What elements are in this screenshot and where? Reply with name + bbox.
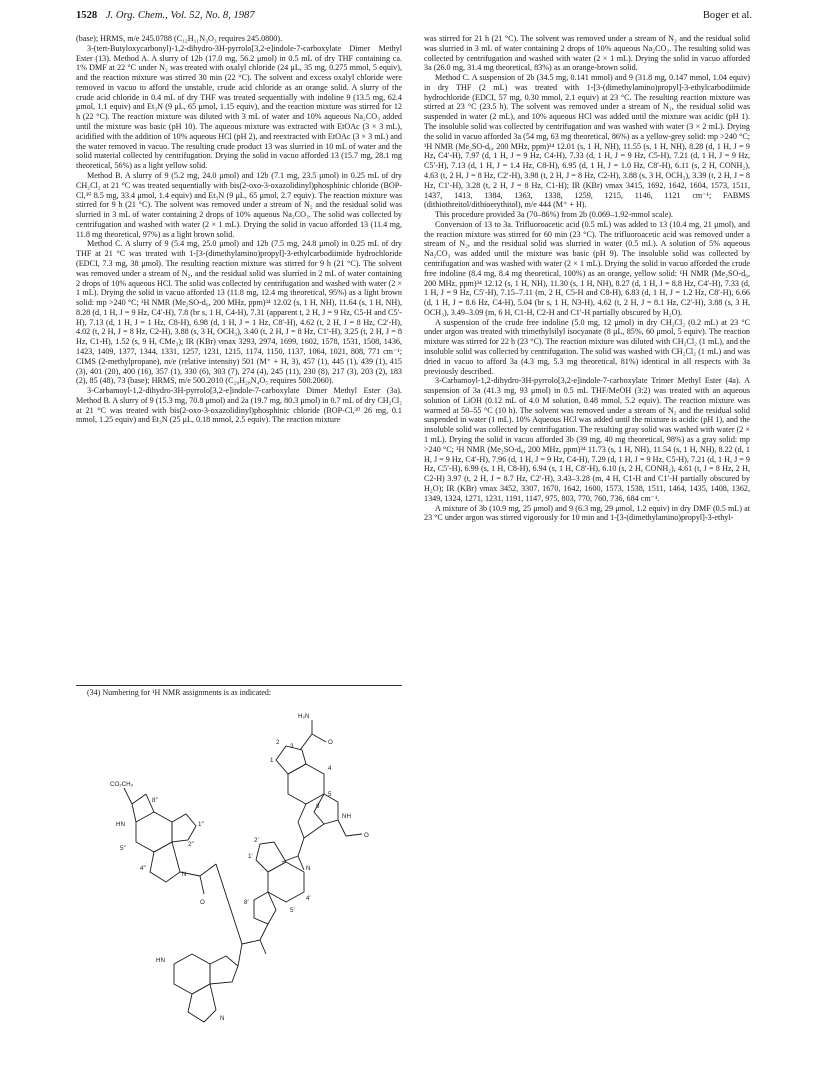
label-h2n: H₂N [298, 713, 310, 720]
label-num: 3 [290, 743, 294, 750]
paragraph: This procedure provided 3a (70–86%) from 2b (0.069–1.92-mmol scale). [435, 210, 674, 220]
paragraph: 3-Carbamoyl-1,2-dihydro-3H-pyrrolo[3,2-e]indole-7-carboxylate Trimer Methyl Ester (4a). A suspension of 3a (41.3 mg, 93 μmol) in 0.5 mL THF/MeOH (3:2) was treated with an aqueous solution of LiOH (0.12 mL of 4.0 M solution, 0.48 mmol, 5.2 equiv). The reaction mixture was warmed at 50–55 °C (10 h). The solvent was removed under a stream of N₂ and the residual solid suspended in water (1 mL). 10% Aqueous HCl was added until the mixture is acidic (pH 1), and the insoluble solid was collected by centrifugation. The resulting gray solid was washed with water (2 × 1 mL). Drying the solid in vacuo afforded 3b (39 mg, 40 mg theoretical, 98%) as a gray solid: mp >240 °C; ¹H NMR (Me₂SO-d₆, 200 MHz, ppm)³⁴ 11.73 (s, 1 H, NH), 11.54 (s, 1 H, NH), 8.22 (d, 1 H, J = 9 Hz, C4′-H), 7.96 (d, 1 H, J = 9 Hz, C4-H), 7.29 (d, 1 H, J = 9 Hz, C5-H), 7.21 (d, 1 H, J = 9 Hz, C5′-H), 6.99 (s, 1 H, C8-H), 6.94 (s, 1 H, C8′-H), 6.10 (s, 2 H, CONH₂), 4.61 (t, J = 8 Hz, 2 H, C2-H) 3.97 (t, 2 H, J = 8.7 Hz, C2′-H), 3.43–3.28 (m, 4 H, C1-H and C1′-H partially obscured by H₂O); IR (KBr) νmax 3452, 3307, 1670, 1642, 1600, 1573, 1538, 1511, 1464, 1435, 1408, 1362, 1349, 1324, 1271, 1231, 1191, 1147, 975, 803, 770, 760, 736, 684 cm⁻¹. [424, 376, 750, 503]
label-num: 4 [328, 765, 332, 772]
label-num: 8′ [244, 899, 249, 906]
ring-c2 [172, 814, 196, 842]
right-column [424, 34, 750, 1058]
paragraph: A mixture of 3b (10.9 mg, 25 μmol) and 9 (6.3 mg, 29 μmol, 1.2 equiv) in dry DMF (0.5 mL) at 23 °C under argon was stirred vigorously for 10 min and 1-[3-(dimethylamino)propyl]-3-ethyl- [424, 503, 750, 523]
running-authors: Boger et al. [702, 10, 752, 21]
label-o: O [328, 739, 333, 746]
ring-a2 [276, 746, 306, 774]
footnote-34 [76, 685, 402, 1052]
running-header [76, 10, 752, 26]
label-o: O [364, 832, 369, 839]
ring-b3 [254, 892, 276, 924]
label-num: 1 [270, 757, 274, 764]
label-num: 1′ [248, 853, 253, 860]
label-num: 4′ [306, 895, 311, 902]
label-num: 5″ [120, 845, 126, 852]
ring-a1 [288, 764, 324, 804]
ring-d1 [174, 954, 210, 994]
label-hn: HN [116, 821, 125, 828]
paragraph: 3-(tert-Butyloxycarbonyl)-1,2-dihydro-3H-pyrrolo[3,2-e]indole-7-carboxylate Dimer Methyl Ester (13). Method A. A slurry of 12b (17.0 mg, 56.2 μmol) in 0.5 mL of dry THF containing ca. 1% DMF at 22 °C under N₂ was treated with oxalyl chloride (24 μL, 35 mg, 0.275 mmol, 5 equiv), and the reaction mixture was stirred 30 min (22 °C). The solvent and excess oxalyl chloride were removed in vacuo to afford the unstable, crude acid chloride as an orange solid. A slurry of the crude acid chloride in 0.4 mL of dry THF was treated sequentially with indoline 9 (13.5 mg, 62.4 μmol, 1.1 equiv) and Et₃N (9 μL, 65 μmol, 1.15 equiv), and the reaction mixture was stirred for 12 h (22 °C). The reaction mixture was diluted with 3 mL of water and 10% aqueous Na₂CO₃ added until the mixture was basic (pH 10). The aqueous mixture was extracted with EtOAc (3 × 3 mL), acidified with the addition of 10% aqueous HCl (pH 2), and reextracted with EtOAc (3 × 3 mL) and the water removed in vacuo. The resulting crude product 13 was slurried in 10 mL of water and the solid material collected by centrifugation. Drying the solid in vacuo afforded 13 (15.7 mg, 28.1 mg theoretical, 56%) as a light yellow solid. [76, 43, 402, 171]
paragraph: Conversion of 13 to 3a. Trifluoroacetic acid (0.5 mL) was added to 13 (10.4 mg, 21 μmol), and the reaction mixture was stirred for 60 min (23 °C). The trifluoroacetic acid was removed under a stream of N₂, and the residual solid was slurried in water (0.5 mL). A solution of 5% aqueous Na₂CO₃ was added until the mixture was basic (pH 9). The insoluble solid was collected by centrifugation and was washed with water (2 × 1 mL). Drying the solid in vacuo afforded the crude free indoline (8.4 mg, 8.4 mg theoretical, 100%) as an orange, yellow solid: ¹H NMR (Me₂SO-d₆, 200 MHz, ppm)³⁴ 12.12 (s, 1 H, NH), 11.30 (s, 1 H, NH), 8.27 (d, 1 H, J = 8.8 Hz, C4′-H), 7.33 (d, 1 H, J = 9 Hz, C5′-H), 7.15–7.11 (m, 2 H, C5-H and C8-H), 6.83 (d, 1 H, J = 1.2 Hz, C8′-H), 6.66 (d, 1 H, J = 8.6 Hz, C4-H), 5.04 (br s, 1 H, N3-H), 4.62 (t, 2 H, J = 8.1 Hz, C2′-H), 3.88 (s, 3 H, OCH₃), 3.49–3.09 (m, 6 H, C1-H, C2-H and C1′-H partially obscured by H₂O). [424, 219, 750, 317]
paragraph: was stirred for 21 h (21 °C). The solvent was removed under a stream of N₂ and the residual solid was slurried in 3 mL of water containing 2 drops of 10% aqueous Na₂CO₃. The resulting solid was collected by centrifugation and washed with water (2 × 1 mL). Drying the solid in vacuo afforded 3a (26.0 mg, 31.4 mg theoretical, 83%) as an orange-brown solid. [424, 34, 750, 73]
label-n: N [220, 1015, 225, 1022]
label-num: 4″ [140, 865, 146, 872]
paragraph: Method B. A slurry of 9 (5.2 mg, 24.0 μmol) and 12b (7.1 mg, 23.5 μmol) in 0.25 mL of dry CH₂Cl₂ at 21 °C was treated sequentially with bis(2-oxo-3-oxazolidinyl)phosphinic chloride (BOP-Cl,³⁰ 8.5 mg, 33.4 μmol, 1.4 equiv) and Et₃N (9 μL, 65 μmol, 2.7 equiv). The reaction mixture was stirred for 9 h (21 °C). The solvent was removed under a stream of N₂ and the residual solid was slurried in 3 mL of water containing 2 drops of 10% aqueous Na₂CO₃. The solid was collected by centrifugation and washed with water (2 × 1 mL). Drying the solid in vacuo afforded 13 (11.4 mg, 11.8 mg theoretical, 97%) as a light brown solid. [76, 170, 402, 239]
footnote-text: (34) Numbering for ¹H NMR assignments is as indicated: [87, 688, 272, 697]
paragraph: 3-Carbamoyl-1,2-dihydro-3H-pyrrolo[3,2-e]indole-7-carboxylate Dimer Methyl Ester (3a). Method B. A slurry of 9 (15.3 mg, 70.8 μmol) and 2a (19.7 mg, 80.3 μmol) in 0.7 mL of dry CH₂Cl₂ at 21 °C was treated with bis(2-oxo-3-oxazolidinyl)phosphinic chloride (BOP-Cl,³⁰ 26 mg, 0.1 mmol, 1.25 equiv) and Et₃N (25 μL, 0.18 mmol, 2.5 equiv). The reaction mixture [76, 386, 402, 425]
label-n: N [182, 871, 187, 878]
label-num: 5′ [290, 907, 295, 914]
label-num: 2″ [188, 841, 194, 848]
label-num: 5 [328, 791, 332, 798]
label-num: 2 [276, 739, 280, 746]
ring-c1 [136, 812, 172, 852]
ring-c3 [150, 842, 180, 882]
paragraph: Method C. A suspension of 2b (34.5 mg, 0.141 mmol) and 9 (31.8 mg, 0.147 mmol, 1.04 equiv) in dry THF (2 mL) was treated with 1-[3-(dimethylamino)propyl]-3-ethylcarbodiimide hydrochloride (EDCI, 57 mg, 0.30 mmol, 2.1 equiv) at 23 °C. The resulting reaction mixture was stirred at 23 °C (23.5 h). The solvent was removed under a stream of N₂, the residual solid was suspended in water (2 mL), and 10% aqueous HCl was added until the mixture was acidic (pH 1). The insoluble solid was collected by centrifugation and was washed with water (3 × 2 mL). Drying the solid in vacuo afforded 3a (54 mg, 63 mg theoretical, 86%) as a yellow-grey solid: mp >240 °C; ¹H NMR (Me₂SO-d₆, 200 MHz, ppm)³⁴ 12.01 (s, 1 H, NH), 11.55 (s, 1 H, NH), 8.28 (d, 1 H, J = 9 Hz, C4′-H), 7.97 (d, 1 H, J = 9 Hz, C4-H), 7.33 (d, 1 H, J = 9 Hz, C5-H), 7.21 (d, 1 H, J = 9 Hz, C5′-H), 7.13 (d, 1 H, J = 1.4 Hz, C8-H), 6.95 (d, 1 H, J = 1.0 Hz, C8′-H), 6.11 (s, 2 H, CONH₂), 4.63 (t, 2 H, J = 8 Hz, C2′-H), 3.98 (t, 2 H, J = 8 Hz, C2-H), 3.88 (s, 3 H, OCH₃), 3.39 (t, 2 H, J = 8 Hz, C1′-H), 3.28 (t, 2 H, J = 8 Hz, C1-H); IR (KBr) νmax 3415, 1692, 1642, 1604, 1573, 1511, 1437, 1413, 1384, 1363, 1338, 1259, 1215, 1146, 1121 cm⁻¹; FABMS (dithiothreitol/dithioerythitol), m/e 444 (M⁺ + H). [424, 73, 750, 210]
label-hn: HN [156, 957, 165, 964]
paragraph: A suspension of the crude free indoline (5.0 mg, 12 μmol) in dry CH₂Cl₂ (0.2 mL) at 23 °C under argon was treated with trimethylsilyl isocyanate (8 μL, 85%, 60 μmol, 5 equiv). The reaction mixture was stirred for 22 h (23 °C). The reaction mixture was diluted with CH₂Cl₂ (1 mL), and the insoluble solid was collected by centrifugation. The solid was washed with CH₂Cl₂ (1 mL) and was dried in vacuo to afford 3a (4.3 mg, 5.3 mg theoretical, 81%) identical in all respects with 3a previously described. [424, 317, 750, 376]
label-num: 2′ [254, 837, 259, 844]
label-nh: NH [342, 813, 351, 820]
ring-d2 [210, 956, 238, 984]
label-o: O [200, 899, 205, 906]
ring-d3 [188, 984, 216, 1022]
chemical-structure [76, 704, 402, 1049]
left-column [76, 34, 402, 684]
journal-citation: J. Org. Chem., Vol. 52, No. 8, 1987 [105, 10, 255, 21]
label-num: 8″ [152, 797, 158, 804]
ring-b1 [268, 862, 304, 902]
label-co2ch3: CO₂CH₃ [110, 781, 134, 788]
page-number: 1528 [76, 10, 98, 21]
paragraph: Method C. A slurry of 9 (5.4 mg, 25.0 μmol) and 12b (7.5 mg, 24.8 μmol) in 0.25 mL of dry THF at 21 °C was treated with 1-[3-(dimethylamino)propyl]-3-ethylcarbodiimide hydrochloride (EDCI, 7.3 mg, 38 μmol). The resulting reaction mixture was stirred for 9 h (21 °C). The solvent was removed under a stream of N₂, and the residual solid was slurried in 2 mL of water containing 2 drops of 10% aqueous HCl. The solid was collected by centrifugation and washed with water (2 × 1 mL). Drying the solid in vacuo afforded 13 (11.8 mg, 12.4 mg theoretical, 95%) as a light brown solid: mp >240 °C; ¹H NMR (Me₂SO-d₆, 200 MHz, ppm)³⁴ 12.02 (s, 1 H, NH), 11.64 (s, 1 H, NH), 8.28 (d, 1 H, J = 9 Hz, C4′-H), 7.8 (br s, 1 H, C4-H), 7.31 (apparent t, 2 H, J = 9 Hz, C5-H and C5′-H), 7.13 (d, 1 H, J = 1 Hz, C8-H), 6.98 (d, 1 H, J = 1 Hz, C8′-H), 4.62 (t, 2 H, J = 8 Hz, C2′-H), 4.02 (t, 2 H, J = 8 Hz, C2-H), 3.88 (s, 3 H, OCH₃), 3.40 (t, 2 H, J = 8 Hz, C1′-H), 3.25 (t, 2 H, J = 8 Hz, C1-H), 1.52 (s, 9 H, CMe₃); IR (KBr) νmax 3293, 2974, 1699, 1602, 1578, 1531, 1508, 1436, 1423, 1409, 1377, 1344, 1331, 1257, 1231, 1215, 1174, 1150, 1137, 1064, 1021, 808, 771 cm⁻¹; CIMS (2-methylpropane), m/e (relative intensity) 501 (M⁺ + H, 3), 457 (1), 445 (1), 439 (1), 415 (3), 401 (20), 400 (16), 357 (1), 330 (6), 303 (7), 274 (4), 245 (11), 230 (8), 217 (3), 203 (2), 183 (2), 85 (48), 73 (base); HRMS, m/e 500.2010 (C₂₈H₂₈N₄O₅ requires 500.2060). [76, 239, 402, 386]
label-n: N [306, 865, 311, 872]
ring-b2 [256, 842, 286, 872]
label-num: 1″ [198, 821, 204, 828]
label-num: 8 [316, 803, 320, 810]
paragraph: (base); HRMS, m/e 245.0788 (C₁₂H₁₁N₃O₃ requires 245.0800). [76, 34, 283, 43]
